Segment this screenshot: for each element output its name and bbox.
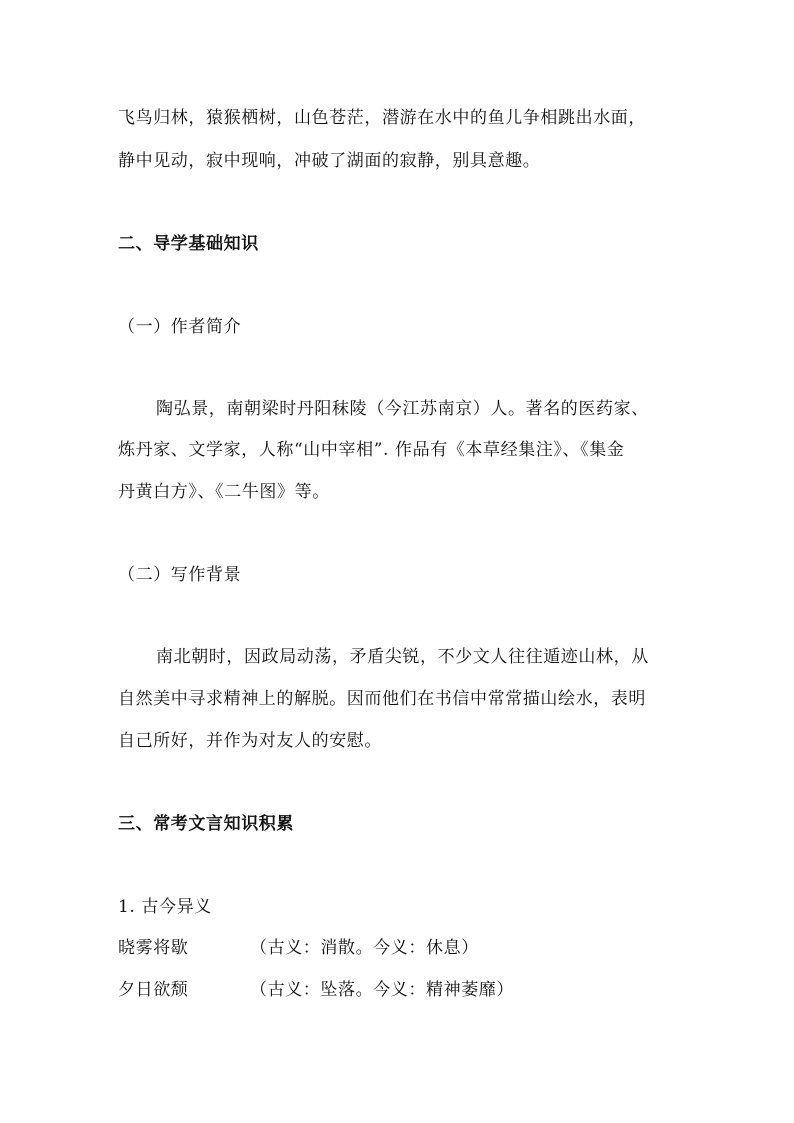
- background-line-2: 自然美中寻求精神上的解脱。因而他们在书信中常常描山绘水，表明: [118, 689, 646, 709]
- background-line-1: 南北朝时，因政局动荡，矛盾尖锐，不少文人往往遁迹山林，从: [156, 647, 649, 667]
- term-row: [118, 979, 514, 1001]
- term-meaning: （古义：坠落。今义：精神萎靡）: [250, 980, 514, 1000]
- section-2-title: 二、导学基础知识: [118, 234, 259, 254]
- intro-line-1: 飞鸟归林，猿猴栖树，山色苍茫，潜游在水中的鱼儿争相跳出水面，: [118, 108, 646, 128]
- term-word: 夕日欲颓: [118, 980, 189, 1000]
- subsection-ancient-modern: 1. 古今异义: [118, 897, 212, 917]
- author-line-3: 丹黄白方》、《二牛图》等。: [118, 482, 330, 502]
- background-heading: （二）写作背景: [118, 565, 242, 585]
- term-row: [118, 937, 479, 959]
- author-heading: （一）作者简介: [118, 317, 242, 337]
- section-3-title: 三、常考文言知识积累: [118, 814, 294, 834]
- author-line-1: 陶弘景，南朝梁时丹阳秣陵（今江苏南京）人。著名的医药家、: [156, 399, 649, 419]
- intro-line-2: 静中见动，寂中现响，冲破了湖面的寂静，别具意趣。: [118, 151, 541, 171]
- term-word: 晓雾将歇: [118, 938, 189, 958]
- term-meaning: （古义：消散。今义：休息）: [250, 938, 479, 958]
- author-line-2: 炼丹家、文学家，人称“山中宰相”. 作品有《本草经集注》、《集金: [118, 440, 625, 460]
- background-line-3: 自己所好，并作为对友人的安慰。: [118, 731, 382, 751]
